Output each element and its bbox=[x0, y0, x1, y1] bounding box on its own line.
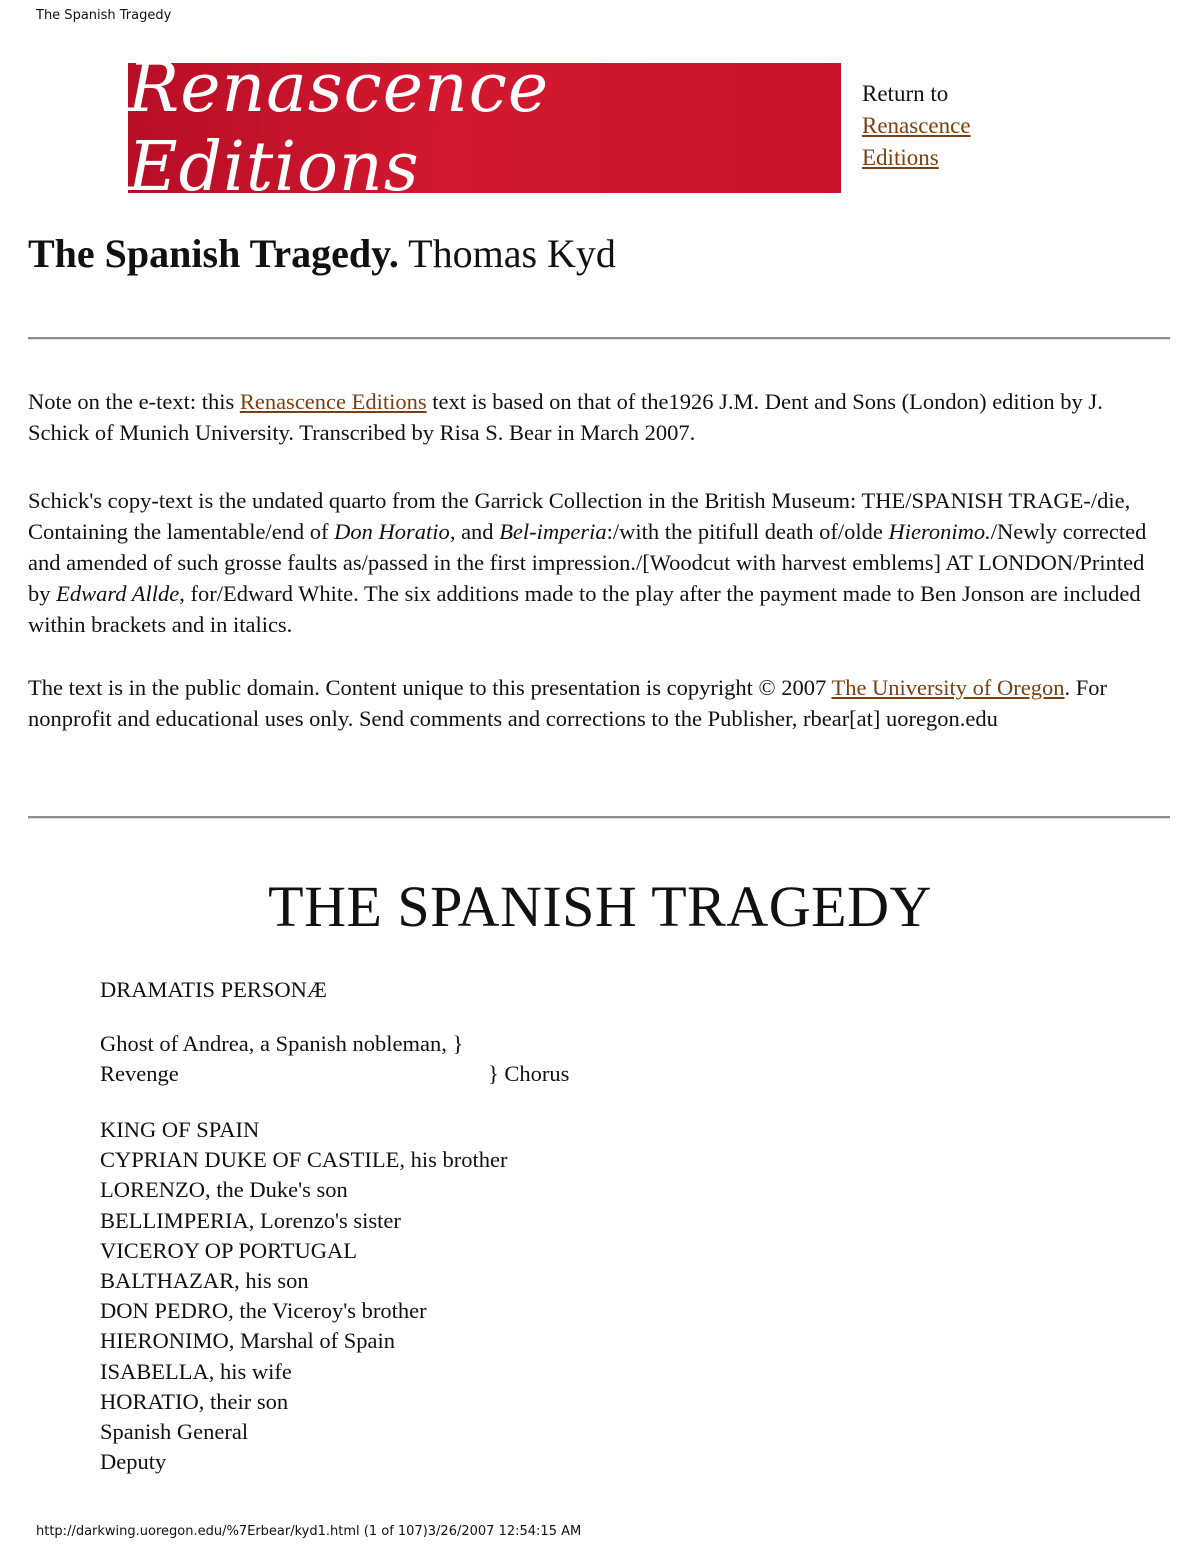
character-item: ISABELLA, his wife bbox=[100, 1358, 292, 1384]
chorus-block bbox=[100, 1029, 1000, 1089]
etext-note-paragraph: Note on the e-text: this Renascence Editions text is based on that of the1926 J.M. Dent and Sons (London) edition by J. Schick of Munich University. Transcribed by Risa S. Bear in March 2007. bbox=[28, 389, 1103, 445]
return-box bbox=[862, 78, 1022, 174]
play-title: THE SPANISH TRAGEDY bbox=[268, 874, 932, 939]
chorus-line: Revenge } Chorus bbox=[100, 1061, 570, 1087]
page-header: The Spanish Tragedy bbox=[36, 8, 172, 23]
character-list bbox=[100, 1115, 1000, 1477]
renascence-editions-banner bbox=[128, 49, 841, 207]
page-footer-url: http://darkwing.uoregon.edu/%7Erbear/kyd1.html (1 of 107)3/26/2007 12:54:15 AM bbox=[36, 1524, 582, 1539]
character-item: KING OF SPAIN bbox=[100, 1117, 260, 1142]
return-to-label: Return to bbox=[862, 81, 949, 106]
character-item: HORATIO, their son bbox=[100, 1388, 289, 1414]
university-of-oregon-link[interactable]: The University of Oregon bbox=[831, 675, 1065, 700]
renascence-editions-link[interactable]: Renascence Editions bbox=[239, 389, 427, 414]
work-title: The Spanish Tragedy. bbox=[28, 231, 399, 276]
character-item: HIERONIMO, Marshal of Spain bbox=[100, 1328, 395, 1354]
horizontal-rule bbox=[28, 816, 1170, 819]
dramatis-heading: DRAMATIS PERSONÆ bbox=[100, 977, 327, 1002]
return-renascence-link[interactable]: Renascence Editions bbox=[862, 113, 971, 170]
copy-text-paragraph: Schick's copy-text is the undated quarto from the Garrick Collection in the British Museum: THE/SPANISH TRAGE-/die, Containing the lamentable/end of Don Horatio, and Bel-imperia:/with the pitifull death of/olde Hieronimo./Newly corrected and amended of such grosse faults as/passed in the first impression./[Woodcut with harvest emblems] AT LONDON/Printed by Edward Allde, for/Edward White. The six additions made to the play after the payment made to Ben Jonson are included within brackets and in italics. bbox=[28, 488, 1147, 637]
character-item: Spanish General bbox=[100, 1419, 249, 1445]
character-item: BALTHAZAR, his son bbox=[100, 1268, 309, 1294]
horizontal-rule bbox=[28, 337, 1170, 340]
character-item: LORENZO, the Duke's son bbox=[100, 1177, 348, 1203]
page-title bbox=[28, 230, 616, 277]
character-item: CYPRIAN DUKE OF CASTILE, his brother bbox=[100, 1147, 508, 1173]
character-item: VICEROY OP PORTUGAL bbox=[100, 1237, 357, 1263]
copyright-paragraph: The text is in the public domain. Content unique to this presentation is copyright © 2007 The University of Oregon. For nonprofit and educational uses only. Send comments and corrections to the Publisher, rbear[at] uoregon.edu bbox=[28, 675, 1108, 731]
character-item: Deputy bbox=[100, 1449, 167, 1475]
author-name: Thomas Kyd bbox=[408, 231, 616, 276]
character-item: BELLIMPERIA, Lorenzo's sister bbox=[100, 1207, 401, 1233]
character-item: DON PEDRO, the Viceroy's brother bbox=[100, 1298, 427, 1324]
banner-logo-text: Renascence Editions bbox=[128, 49, 550, 207]
chorus-line: Ghost of Andrea, a Spanish nobleman, } bbox=[100, 1031, 464, 1056]
